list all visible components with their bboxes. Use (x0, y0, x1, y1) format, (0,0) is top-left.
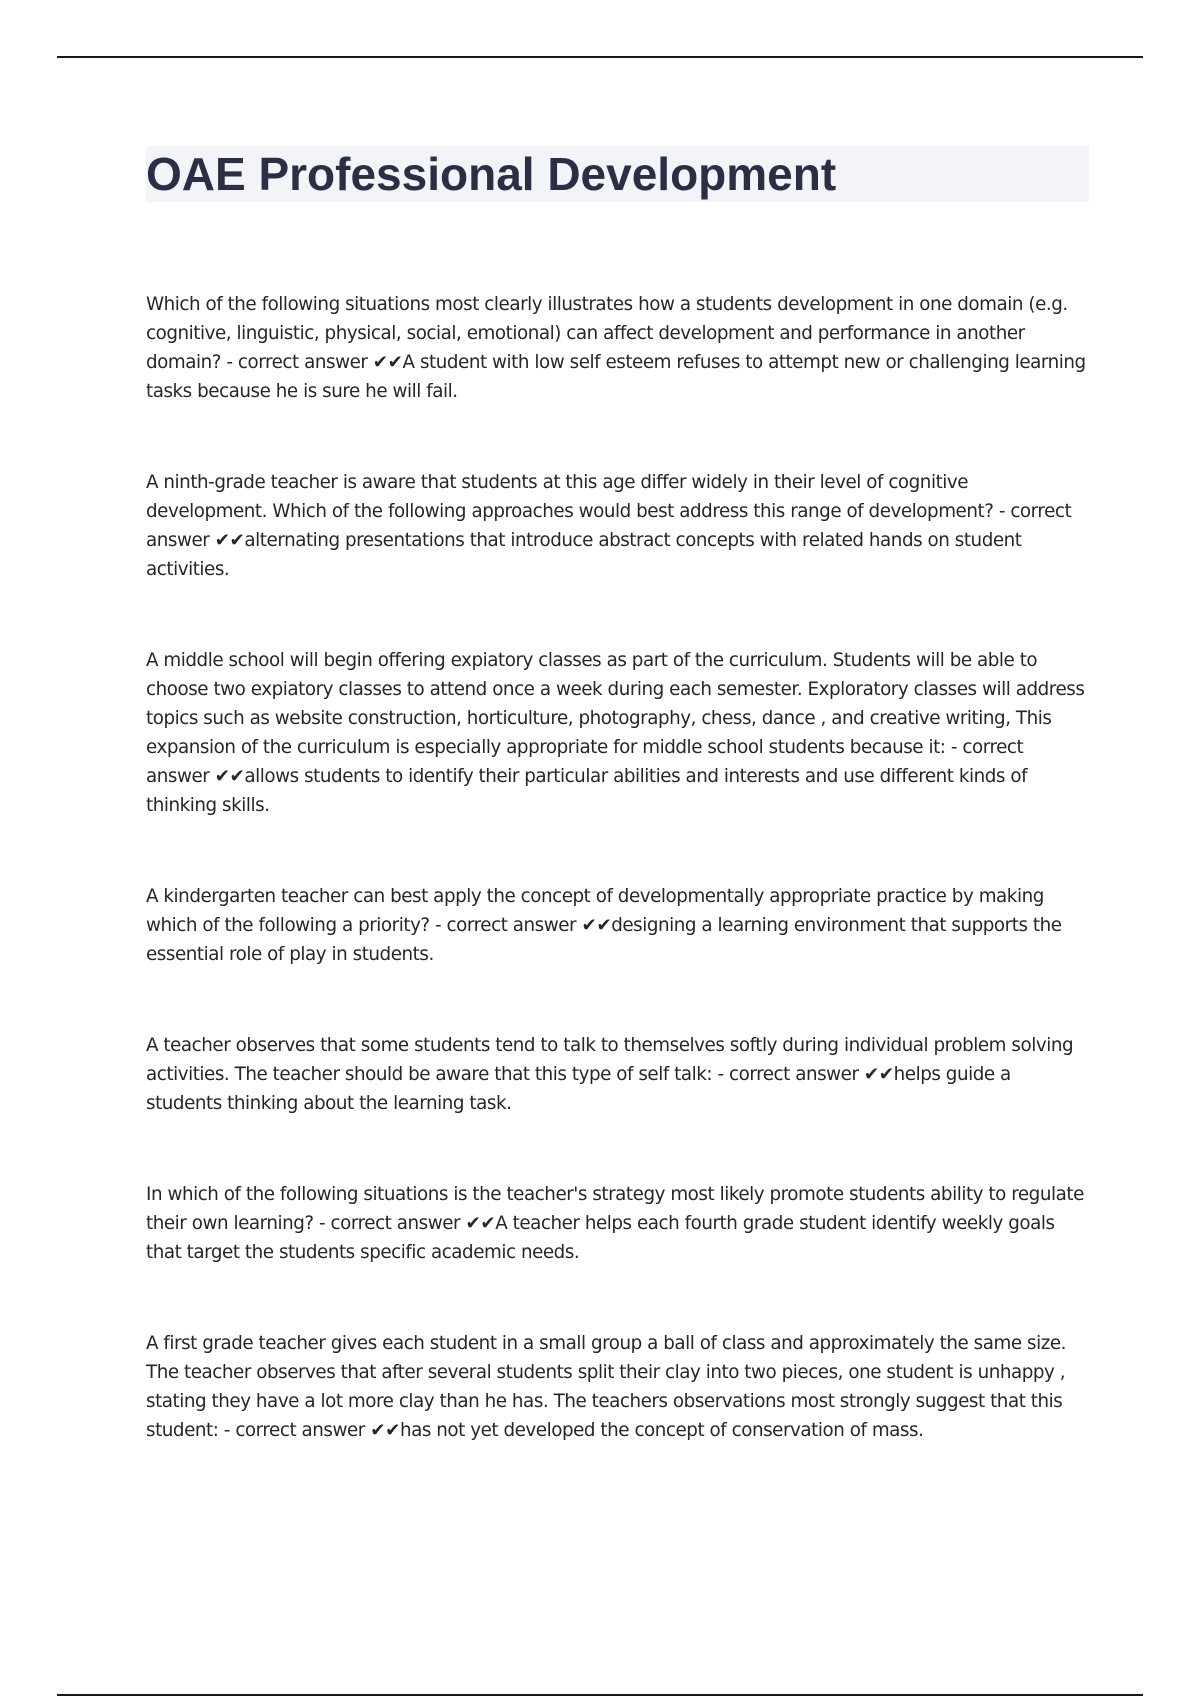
qa-item-7: A first grade teacher gives each student in a small group a ball of class and approximately the same size. The teacher observes that after several students split their clay into two pieces, one student is unhappy , stating they have a lot more clay than he has. The teachers observations most strongly suggest that this student: - correct answer ✔✔has not yet developed the concept of conservation of mass. (146, 1333, 1067, 1441)
bottom-divider (57, 1694, 1143, 1696)
page-title: OAE Professional Development (146, 148, 837, 200)
qa-item-3: A middle school will begin offering expiatory classes as part of the curriculum. Students will be able to choose two expiatory classes to attend once a week during each semester. Exploratory classes will address topics such as website construction, horticulture, photography, chess, dance , and creative writing, This expansion of the curriculum is especially appropriate for middle school students because it: - correct answer ✔✔allows students to identify their particular abilities and interests and use different kinds of thinking skills. (146, 650, 1085, 816)
question-list (146, 290, 1089, 1507)
qa-item-5: A teacher observes that some students tend to talk to themselves softly during individual problem solving activities. The teacher should be aware that this type of self talk: - correct answer ✔✔helps guide a students thinking about the learning task. (146, 1035, 1074, 1114)
qa-item-6: In which of the following situations is the teacher's strategy most likely promote students ability to regulate their own learning? - correct answer ✔✔A teacher helps each fourth grade student identify weekly goals that target the students specific academic needs. (146, 1184, 1084, 1263)
qa-item-4: A kindergarten teacher can best apply the concept of developmentally appropriate practice by making which of the following a priority? - correct answer ✔✔designing a learning environment that supports the essential role of play in students. (146, 886, 1062, 965)
qa-item-2: A ninth-grade teacher is aware that students at this age differ widely in their level of cognitive development. Which of the following approaches would best address this range of development? - correct answer ✔✔alternating presentations that introduce abstract concepts with related hands on student activities. (146, 472, 1072, 580)
top-divider (57, 56, 1143, 58)
qa-item-1: Which of the following situations most clearly illustrates how a students development in one domain (e.g. cognitive, linguistic, physical, social, emotional) can affect development and performance in another domain? - correct answer ✔✔A student with low self esteem refuses to attempt new or challenging learning tasks because he is sure he will fail. (146, 294, 1086, 402)
